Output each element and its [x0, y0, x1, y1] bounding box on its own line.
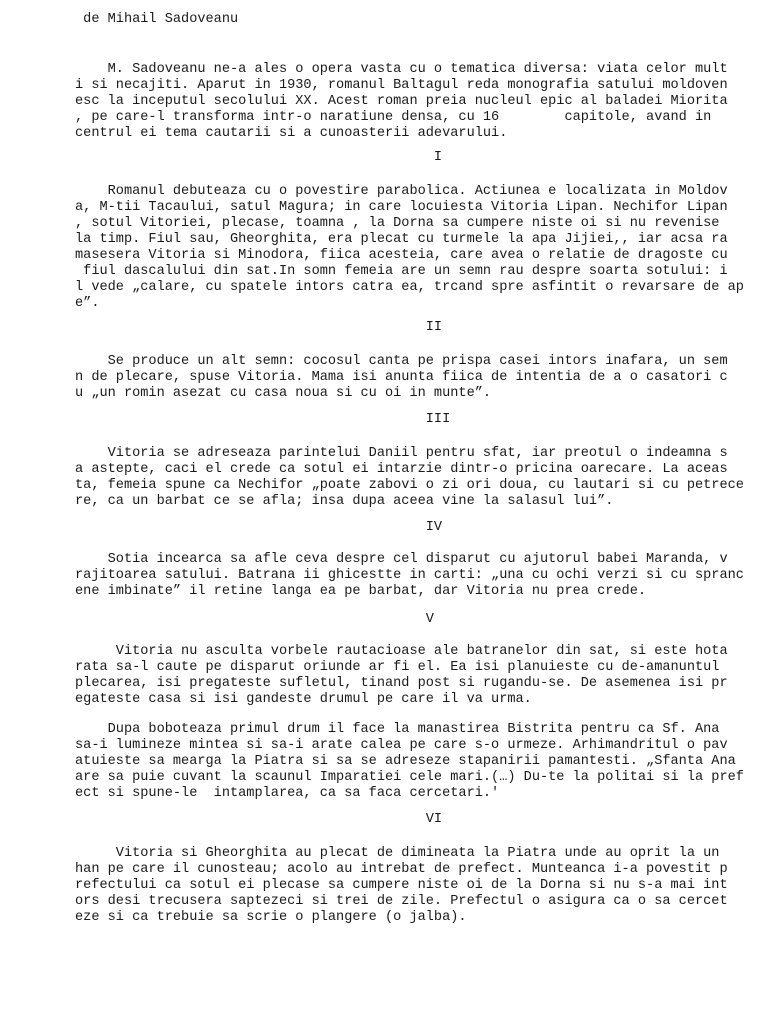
- author-line: de Mihail Sadoveanu: [75, 12, 239, 27]
- text-line: Dupa boboteaza primul drum il face la manastirea Bistrita pentru ca Sf. Ana: [75, 722, 720, 737]
- text-line: rata sa-l caute pe disparut oriunde ar fi el. Ea isi planuieste cu de-amanuntul: [75, 660, 720, 675]
- text-line: a astepte, caci el crede ca sotul ei intarzie dintr-o pricina oarecare. La aceas: [75, 462, 728, 477]
- text-line: a, M-tii Tacaului, satul Magura; in care locuiesta Vitoria Lipan. Nechifor Lipan: [75, 200, 728, 215]
- text-line: Romanul debuteaza cu o povestire parabolica. Actiunea e localizata in Moldov: [75, 184, 728, 199]
- text-line: ta, femeia spune ca Nechifor „poate zabovi o zi ori doua, cu lautari si cu petrece: [75, 478, 744, 493]
- chapter-heading: I: [75, 150, 443, 165]
- text-line: , pe care-l transforma intr-o naratiune densa, cu 16 capitole, avand in: [75, 110, 712, 125]
- text-line: e”.: [75, 296, 100, 311]
- text-line: masesera Vitoria si Minodora, fiica acesteia, care avea o relatie de dragoste cu: [75, 248, 728, 263]
- chapter-heading: III: [75, 412, 451, 427]
- text-line: are sa puie cuvant la scaunul Imparatiei cele mari.(…) Du-te la politai si la pref: [75, 770, 744, 785]
- text-line: n de plecare, spuse Vitoria. Mama isi anunta fiica de intentia de a o casatori c: [75, 370, 728, 385]
- text-line: ors desi trecusera saptezeci si trei de zile. Prefectul o asigura ca o sa cercet: [75, 894, 728, 909]
- text-line: rajitoarea satului. Batrana ii ghicestte in carti: „una cu ochi verzi si cu spranc: [75, 568, 744, 583]
- text-line: i si necajiti. Aparut in 1930, romanul Baltagul reda monografia satului moldoven: [75, 78, 728, 93]
- text-line: M. Sadoveanu ne-a ales o opera vasta cu o tematica diversa: viata celor mult: [75, 62, 728, 77]
- text-line: centrul ei tema cautarii si a cunoasterii adevarului.: [75, 126, 508, 141]
- text-line: eze si ca trebuie sa scrie o plangere (o jalba).: [75, 910, 467, 925]
- text-line: fiul dascalului din sat.In somn femeia are un semn rau despre soarta sotului: i: [75, 264, 728, 279]
- text-line: Sotia incearca sa afle ceva despre cel disparut cu ajutorul babei Maranda, v: [75, 552, 728, 567]
- text-line: l vede „calare, cu spatele intors catra ea, trcand spre asfintit o revarsare de ap: [75, 280, 744, 295]
- text-line: refectului ca sotul ei plecase sa cumpere niste oi de la Dorna si nu s-a mai int: [75, 878, 728, 893]
- text-line: plecarea, isi pregateste sufletul, tinand post si rugandu-se. De asemenea isi pr: [75, 676, 728, 691]
- chapter-heading: IV: [75, 520, 443, 535]
- text-line: ene imbinate” il retine langa ea pe barbat, dar Vitoria nu prea crede.: [75, 584, 647, 599]
- chapter-heading: II: [75, 320, 443, 335]
- text-line: , sotul Vitoriei, plecase, toamna , la Dorna sa cumpere niste oi si nu revenise: [75, 216, 720, 231]
- text-line: Se produce un alt semn: cocosul canta pe prispa casei intors inafara, un sem: [75, 354, 728, 369]
- text-line: han pe care il cunosteau; acolo au intrebat de prefect. Munteanca i-a povestit p: [75, 862, 728, 877]
- text-line: ect si spune-le intamplarea, ca sa faca cercetari.': [75, 786, 500, 801]
- text-line: egateste casa si isi gandeste drumul pe care il va urma.: [75, 692, 532, 707]
- text-line: esc la inceputul secolului XX. Acest roman preia nucleul epic al baladei Miorita: [75, 94, 728, 109]
- text-line: u „un romin asezat cu casa noua si cu oi in munte”.: [75, 386, 492, 401]
- text-line: sa-i lumineze mintea si sa-i arate calea pe care s-o urmeze. Arhimandritul o pav: [75, 738, 728, 753]
- chapter-heading: V: [75, 612, 434, 627]
- text-line: atuieste sa mearga la Piatra si sa se adreseze stapanirii pamantesti. „Sfanta Ana: [75, 754, 736, 769]
- text-line: la timp. Fiul sau, Gheorghita, era plecat cu turmele la apa Jijiei,, iar acsa ra: [75, 232, 728, 247]
- text-line: Vitoria si Gheorghita au plecat de dimineata la Piatra unde au oprit la un: [75, 846, 720, 861]
- text-line: re, ca un barbat ce se afla; insa dupa aceea vine la salasul lui”.: [75, 494, 614, 509]
- text-line: Vitoria se adreseaza parintelui Daniil pentru sfat, iar preotul o indeamna s: [75, 446, 728, 461]
- text-line: Vitoria nu asculta vorbele rautacioase ale batranelor din sat, si este hota: [75, 644, 728, 659]
- chapter-heading: VI: [75, 812, 443, 827]
